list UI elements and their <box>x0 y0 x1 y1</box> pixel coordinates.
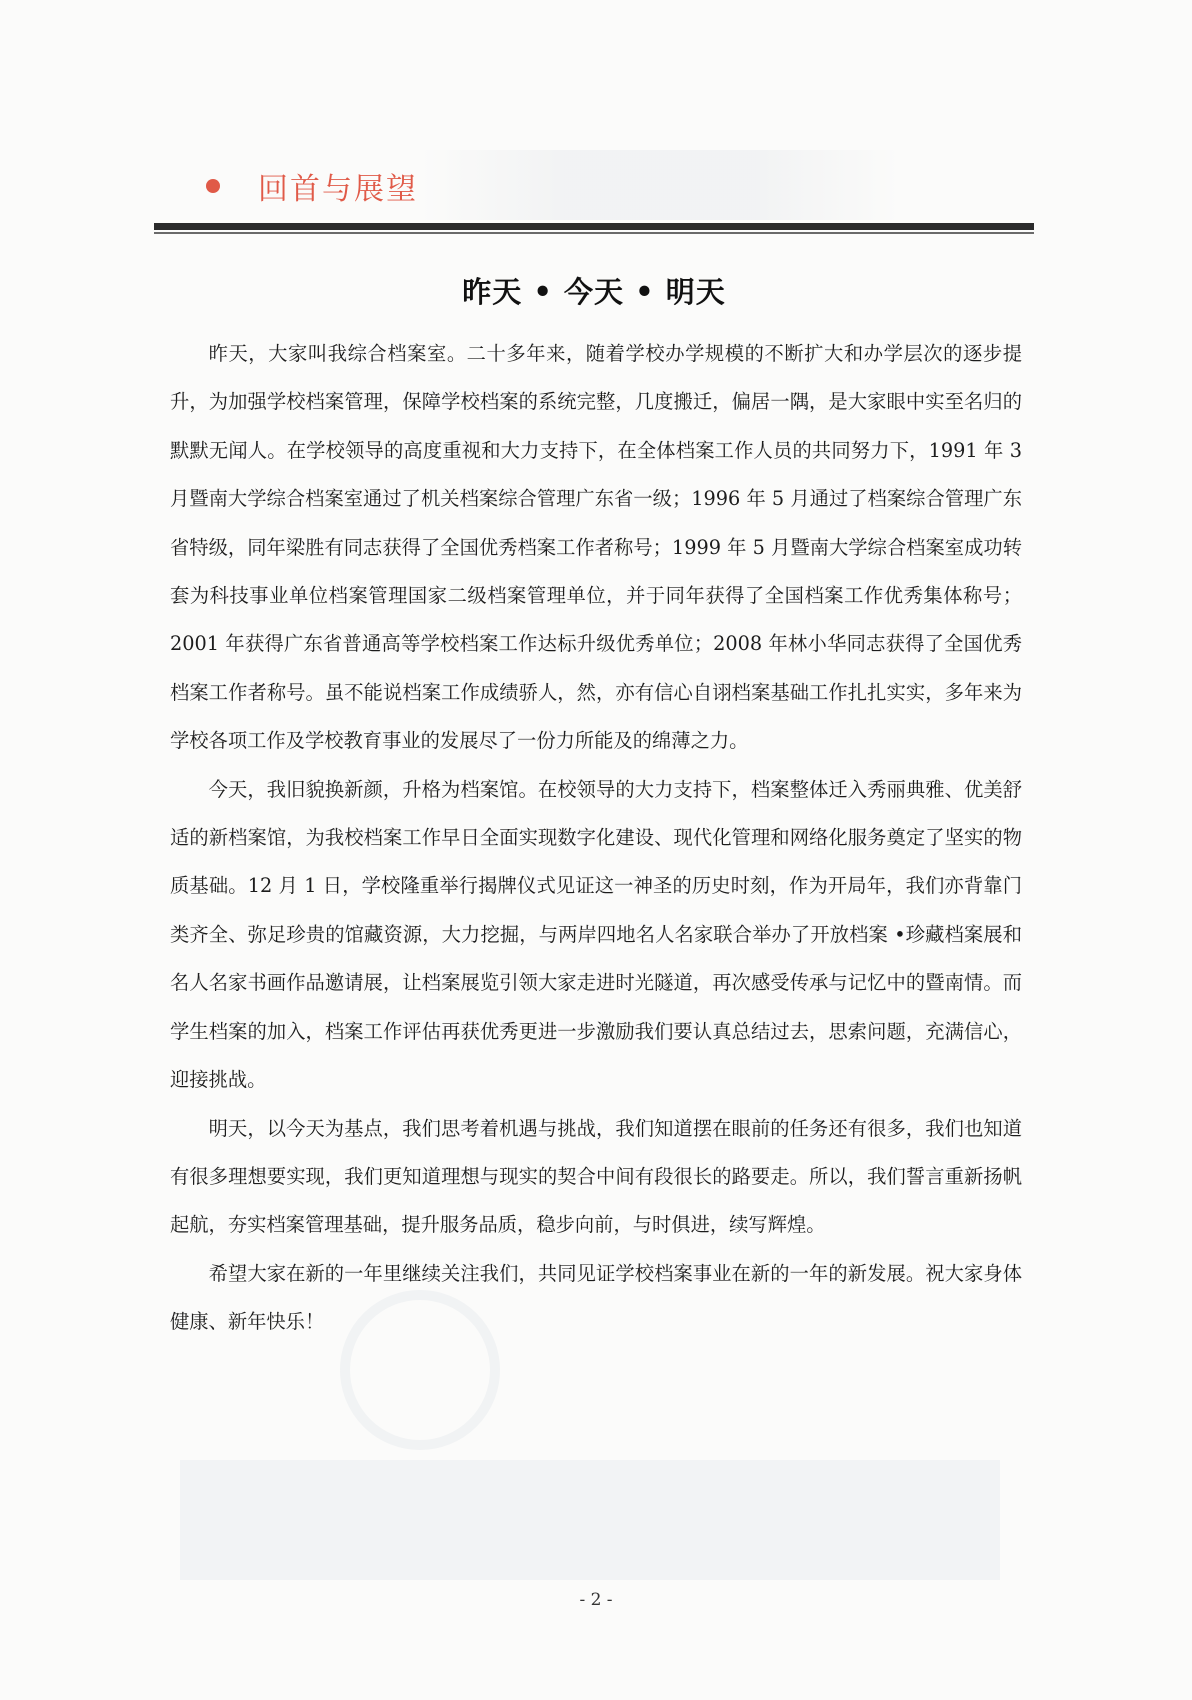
paragraph-today: 今天，我旧貌换新颜，升格为档案馆。在校领导的大力支持下，档案整体迁入秀丽典雅、优美舒适的新档案馆，为我校档案工作早日全面实现数字化建设、现代化管理和网络化服务奠定了坚实的物质基础。12 月 1 日，学校隆重举行揭牌仪式见证这一神圣的历史时刻，作为开局年，我们亦背靠门类齐全、弥足珍贵的馆藏资源，大力挖掘，与两岸四地名人名家联合举办了开放档案 •珍藏档案展和名人名家书画作品邀请展，让档案展览引领大家走进时光隧道，再次感受传承与记忆中的暨南情。而学生档案的加入，档案工作评估再获优秀更进一步激励我们要认真总结过去，思索问题，充满信心，迎接挑战。 <box>170 777 1022 1092</box>
paragraph-tomorrow: 明天，以今天为基点，我们思考着机遇与挑战，我们知道摆在眼前的任务还有很多，我们也知道有很多理想要实现，我们更知道理想与现实的契合中间有段很长的路要走。所以，我们誓言重新扬帆起航，夯实档案管理基础，提升服务品质，稳步向前，与时俱进，续写辉煌。 <box>170 1116 1022 1237</box>
header-rule-thick <box>154 223 1034 230</box>
paragraph-closing: 希望大家在新的一年里继续关注我们，共同见证学校档案事业在新的一年的新发展。祝大家身体健康、新年快乐！ <box>170 1261 1022 1334</box>
show-through-photo <box>180 1460 1000 1580</box>
header-rule-thin <box>154 232 1034 234</box>
article-title: 昨天 • 今天 • 明天 <box>462 275 726 309</box>
section-title: 回首与展望 <box>258 172 418 207</box>
show-through-watermark <box>420 150 900 220</box>
section-header <box>206 160 418 212</box>
article-body <box>170 330 1022 1347</box>
page-number: - 2 - <box>579 1590 613 1610</box>
bullet-dot-icon <box>206 179 220 193</box>
paragraph-yesterday: 昨天，大家叫我综合档案室。二十多年来，随着学校办学规模的不断扩大和办学层次的逐步提升，为加强学校档案管理，保障学校档案的系统完整，几度搬迁，偏居一隅，是大家眼中实至名归的默默无闻人。在学校领导的高度重视和大力支持下，在全体档案工作人员的共同努力下，1991 年 3 月暨南大学综合档案室通过了机关档案综合管理广东省一级；1996 年 5 月通过了档案综合管理广东省特级，同年梁胜有同志获得了全国优秀档案工作者称号；1999 年 5 月暨南大学综合档案室成功转套为科技事业单位档案管理国家二级档案管理单位，并于同年获得了全国档案工作优秀集体称号；2001 年获得广东省普通高等学校档案工作达标升级优秀单位；2008 年林小华同志获得了全国优秀档案工作者称号。虽不能说档案工作成绩骄人，然，亦有信心自诩档案基础工作扎扎实实，多年来为学校各项工作及学校教育事业的发展尽了一份力所能及的绵薄之力。 <box>170 342 1022 753</box>
